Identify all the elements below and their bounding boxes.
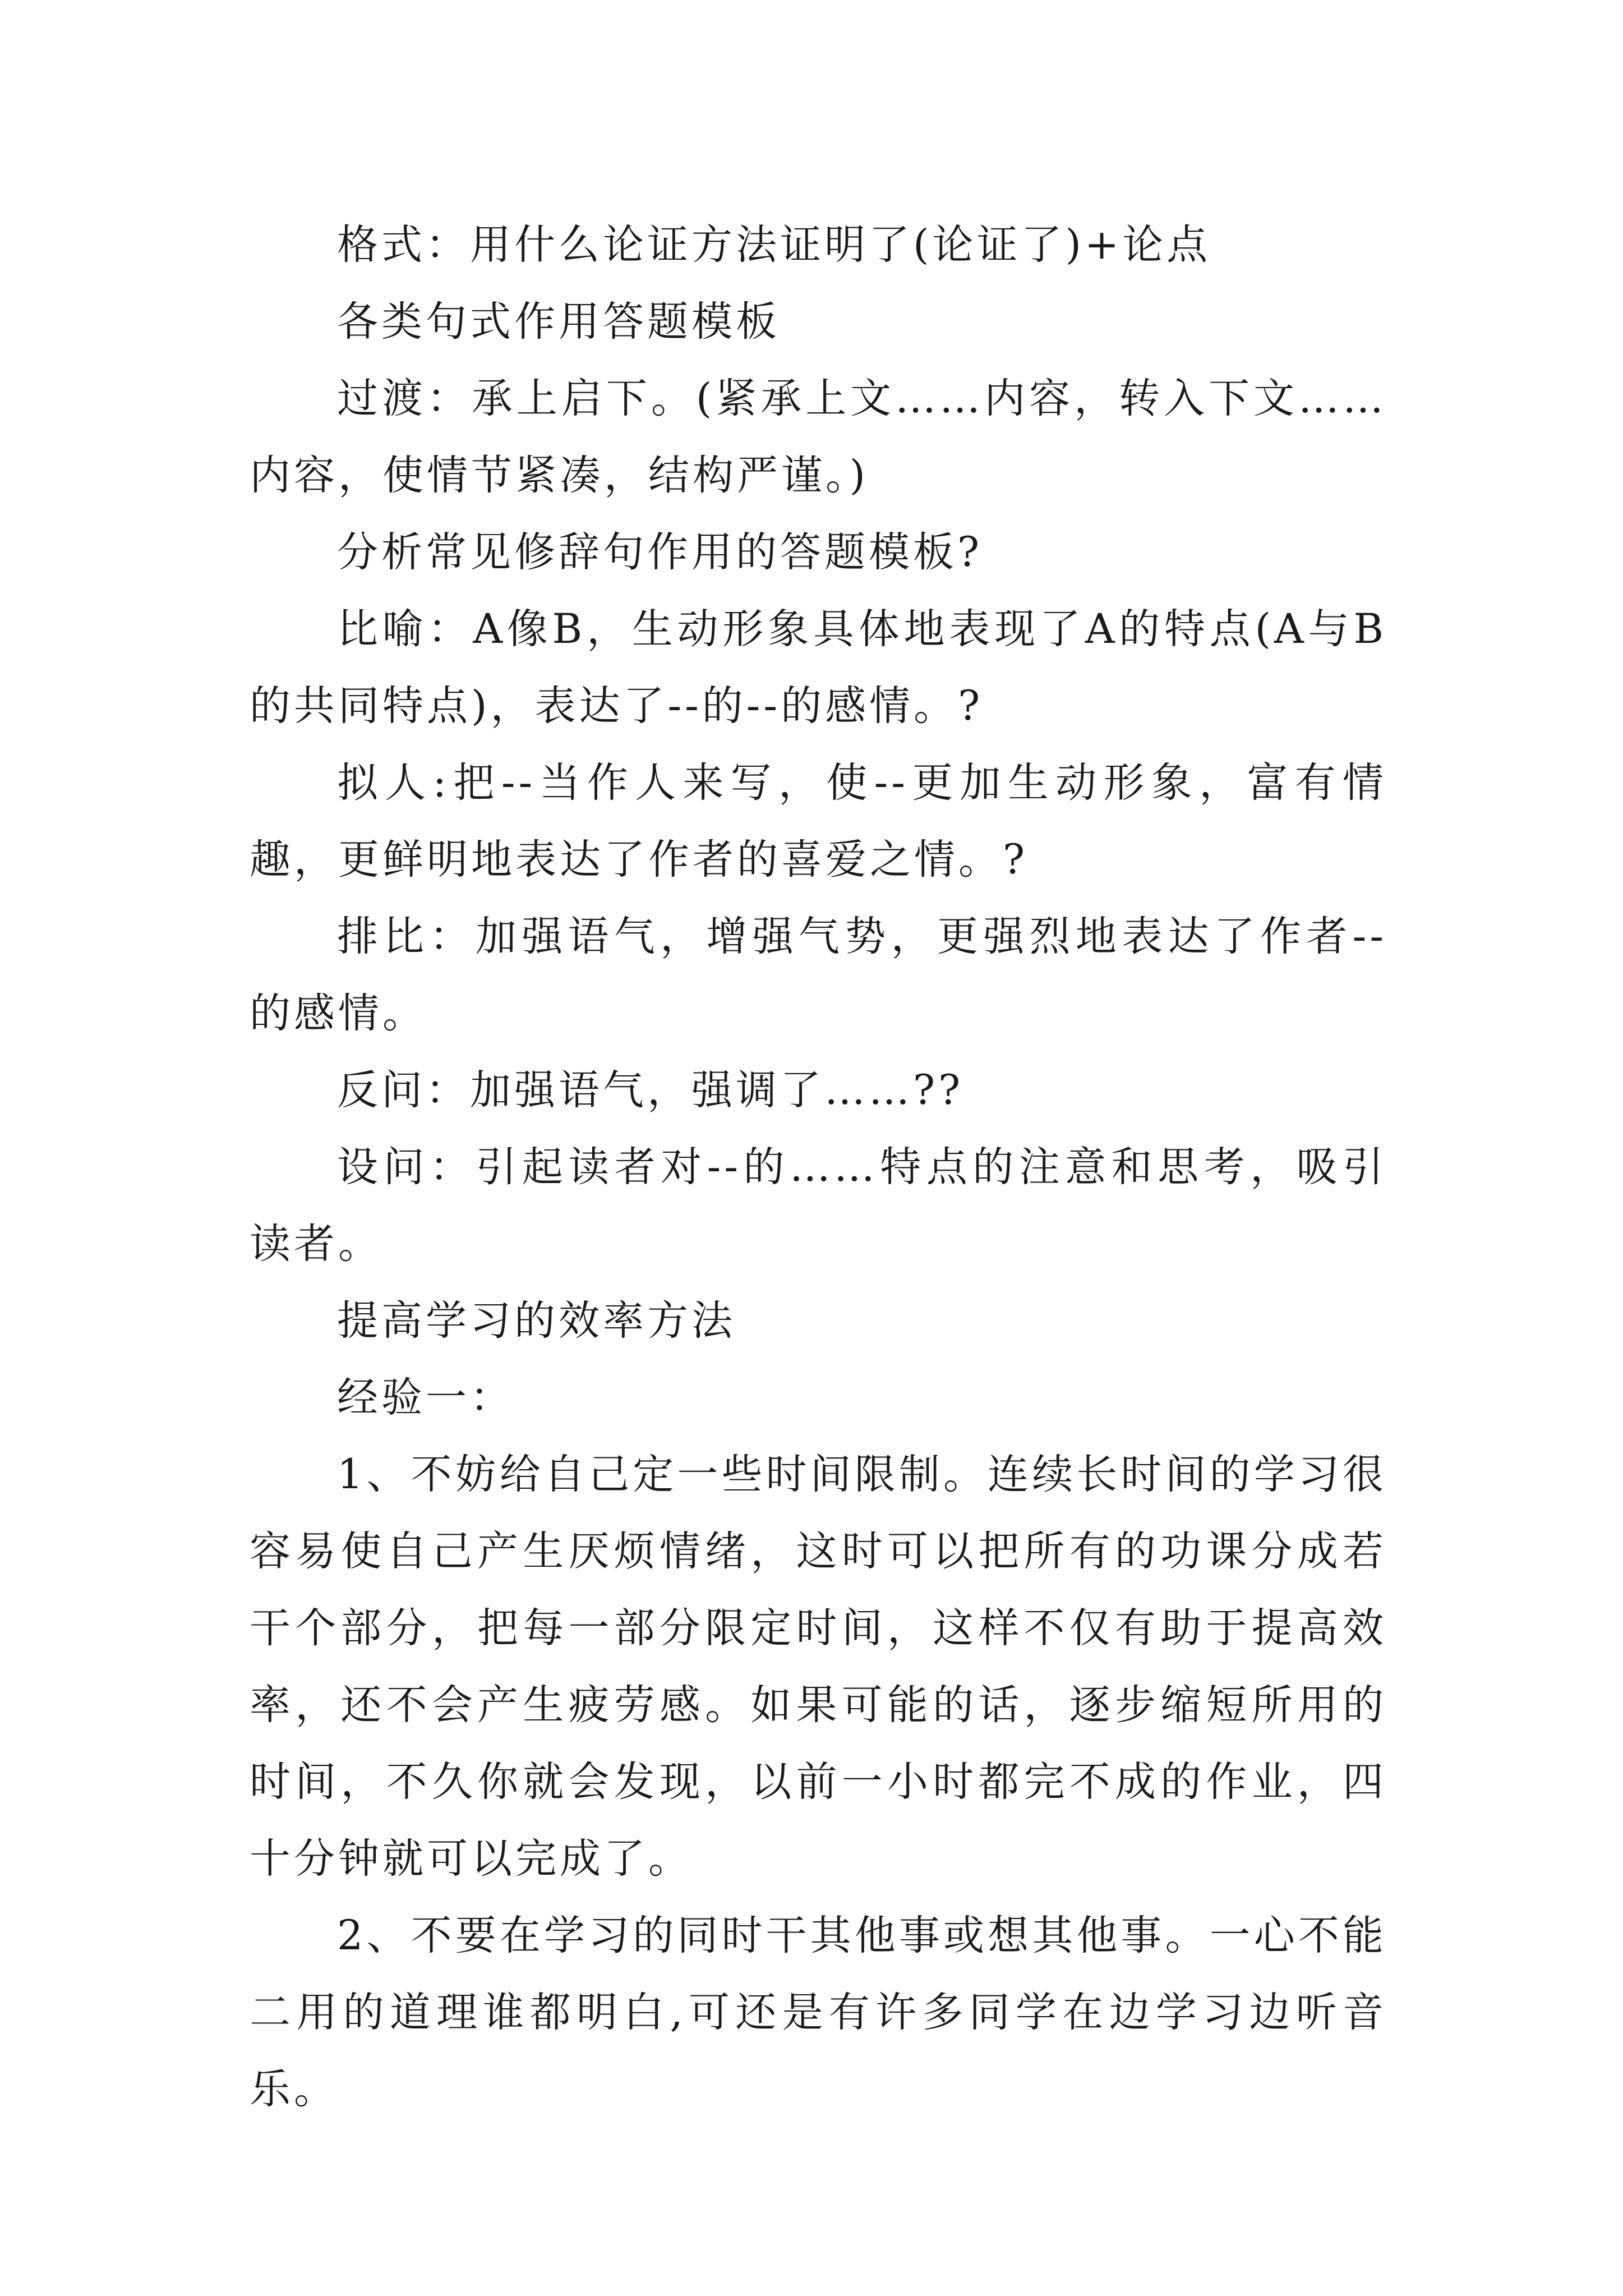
paragraph-experience-one: 经验一： xyxy=(337,1374,514,1421)
paragraph-parallelism: 排比：加强语气，增强气势，更强烈地表达了作者--的感情。 xyxy=(250,913,1387,1037)
paragraph-hypophora: 设问：引起读者对--的……特点的注意和思考，吸引读者。 xyxy=(250,1143,1387,1268)
paragraph-personification: 拟人:把--当作人来写，使--更加生动形象，富有情趣，更鲜明地表达了作者的喜爱之情。? xyxy=(250,759,1387,884)
paragraph-rhetorical-question: 反问：加强语气，强调了……?? xyxy=(337,1066,964,1114)
paragraph-heading-study-efficiency: 提高学习的效率方法 xyxy=(337,1297,736,1345)
paragraph-tip-2: 2、不要在学习的同时干其他事或想其他事。一心不能二用的道理谁都明白,可还是有许多同学在边学习边听音乐。 xyxy=(250,1912,1387,2113)
paragraph-metaphor: 比喻：A像B，生动形象具体地表现了A的特点(A与B的共同特点)，表达了--的--的感情。? xyxy=(250,605,1387,730)
paragraph-tip-1: 1、不妨给自己定一些时间限制。连续长时间的学习很容易使自己产生厌烦情绪，这时可以把所有的功课分成若干个部分，把每一部分限定时间，这样不仅有助于提高效率，还不会产生疲劳感。如果可能的话，逐步缩短所用的时间，不久你就会发现，以前一小时都完不成的作业，四十分钟就可以完成了。 xyxy=(250,1451,1387,1883)
document-body xyxy=(250,206,1387,2128)
paragraph-format: 格式：用什么论证方法证明了(论证了)+论点 xyxy=(337,221,1211,269)
paragraph-heading-rhetoric: 分析常见修辞句作用的答题模板? xyxy=(337,528,983,576)
paragraph-heading-sentence-templates: 各类句式作用答题模板 xyxy=(337,298,780,346)
paragraph-transition: 过渡：承上启下。(紧承上文……内容，转入下文……内容，使情节紧凑，结构严谨。) xyxy=(250,375,1387,499)
